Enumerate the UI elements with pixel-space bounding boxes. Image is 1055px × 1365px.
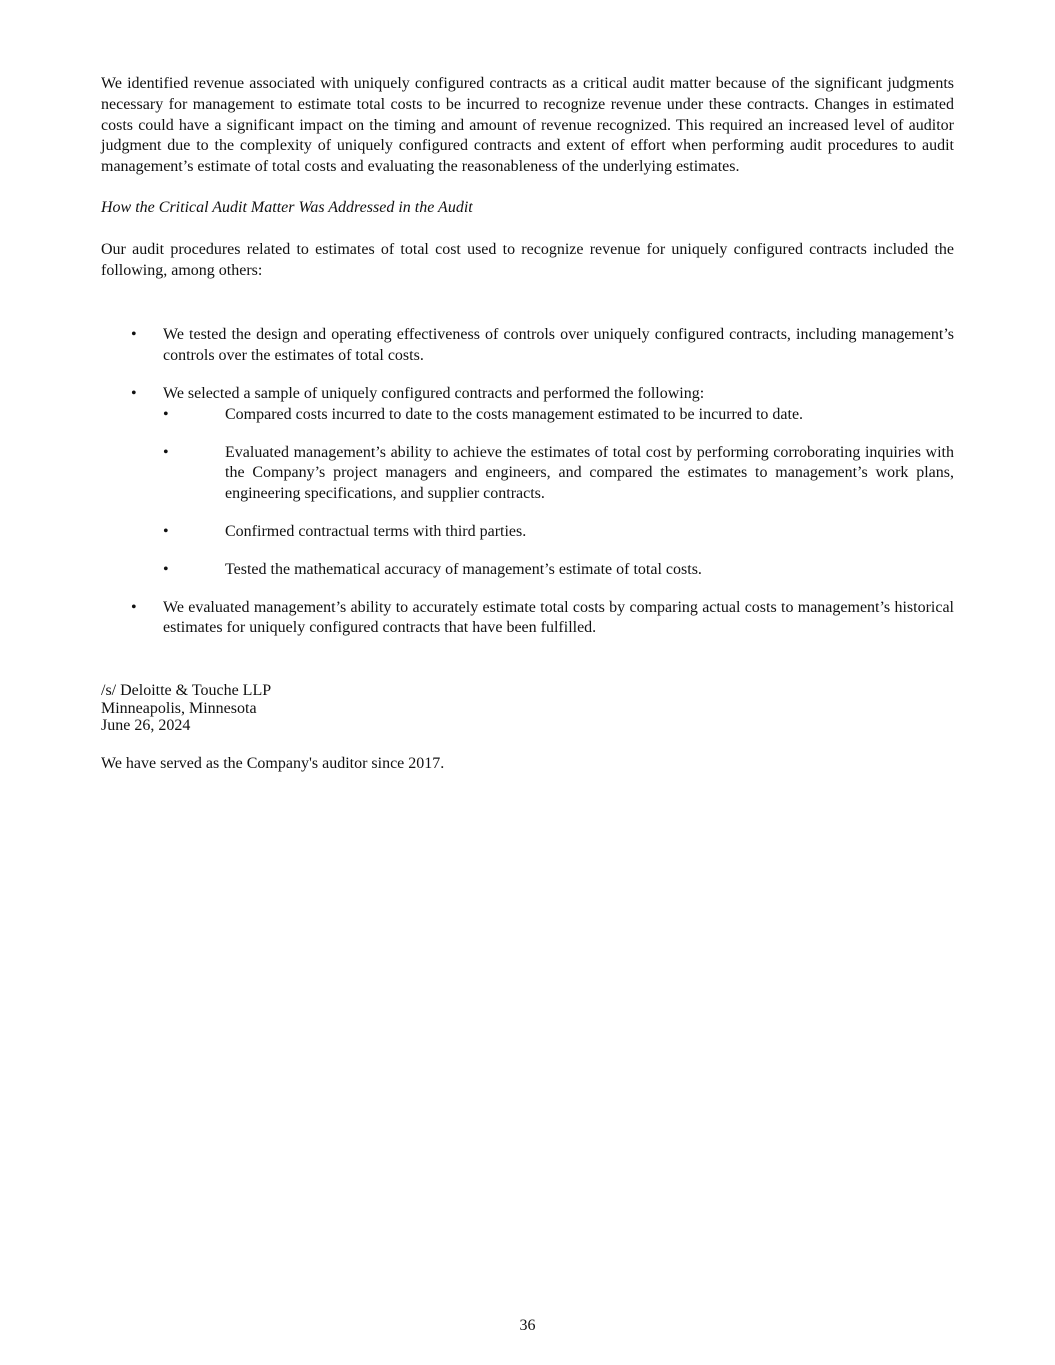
list-item [101, 598, 954, 640]
page-number: 36 [519, 1317, 536, 1334]
bullet-glyph: • [163, 560, 169, 578]
list-item [101, 325, 954, 367]
bullet-glyph: • [163, 405, 169, 423]
sub-list-item-text: Confirmed contractual terms with third parties. [225, 522, 527, 540]
sub-list-item [101, 405, 954, 426]
bullet-glyph: • [131, 384, 137, 402]
sub-list-item-text: Compared costs incurred to date to the costs management estimated to be incurred to date. [225, 405, 804, 423]
sub-list-item [101, 560, 954, 581]
auditor-signature [101, 682, 954, 734]
list-item-text: We selected a sample of uniquely configured contracts and performed the following: [163, 384, 705, 402]
auditor-since-statement: We have served as the Company's auditor since 2017. [101, 755, 445, 773]
document-page [101, 74, 954, 775]
sub-list-item-text: Tested the mathematical accuracy of management’s estimate of total costs. [225, 560, 702, 578]
signature-date: June 26, 2024 [101, 716, 191, 734]
list-item [101, 384, 954, 405]
sub-list-item [101, 443, 954, 505]
sub-list-item-text: Evaluated management’s ability to achieve the estimates of total cost by performing corroborating inquiries with the Company’s project managers and engineers, and compared the estimates to management’s work plans, engineering specifications, and supplier contracts. [225, 443, 954, 503]
bullet-glyph: • [163, 443, 169, 461]
bullet-glyph: • [131, 326, 137, 344]
bullet-glyph: • [163, 522, 169, 540]
bullet-glyph: • [131, 598, 137, 616]
section-heading: How the Critical Audit Matter Was Addressed in the Audit [101, 198, 473, 216]
signature-location: Minneapolis, Minnesota [101, 699, 257, 717]
list-item-text: We evaluated management’s ability to accurately estimate total costs by comparing actual costs to management’s historical estimates for uniquely configured contracts that have been fulfilled. [163, 598, 954, 637]
cam-reason-paragraph: We identified revenue associated with uniquely configured contracts as a critical audit matter because of the significant judgments necessary for management to estimate total costs to be incurred to recognize revenue under these contracts. Changes in estimated costs could have a significant impact on the timing and amount of revenue recognized. This required an increased level of auditor judgment due to the complexity of uniquely configured contracts and extent of effort when performing audit procedures to audit management’s estimate of total costs and evaluating the reasonableness of the underlying estimates. [101, 75, 954, 176]
signature-firm: /s/ Deloitte & Touche LLP [101, 682, 272, 700]
sample-steps-list [101, 405, 954, 581]
procedures-list [101, 325, 954, 639]
sub-list-item [101, 522, 954, 543]
list-item-text: We tested the design and operating effectiveness of controls over uniquely configured contracts, including management’s controls over the estimates of total costs. [163, 326, 954, 365]
procedures-intro-paragraph: Our audit procedures related to estimates of total cost used to recognize revenue for uniquely configured contracts included the following, among others: [101, 240, 954, 279]
